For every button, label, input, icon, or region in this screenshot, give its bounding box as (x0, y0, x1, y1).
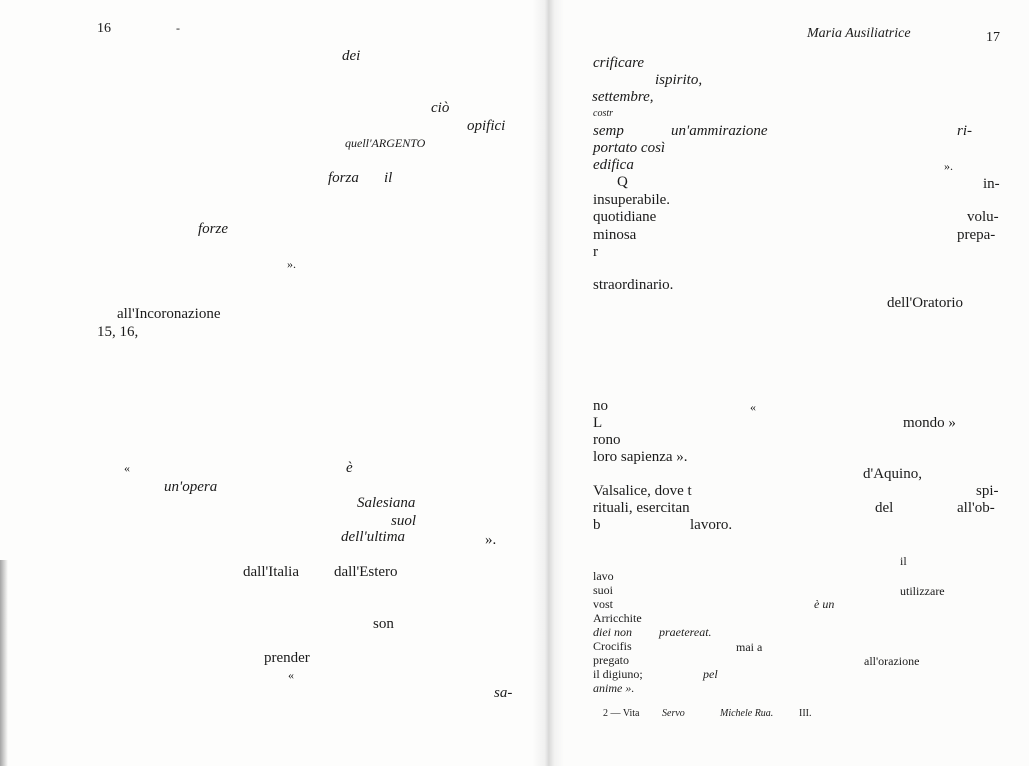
text-fragment: lavo (593, 569, 614, 583)
text-fragment: d'Aquino, (863, 466, 922, 482)
text-fragment: il (384, 170, 393, 186)
text-fragment: minosa (593, 227, 637, 243)
text-fragment: forza (328, 170, 359, 186)
text-fragment: portato così (593, 140, 666, 156)
text-fragment: costr (593, 108, 613, 119)
page-number-left: 16 (97, 21, 111, 36)
text-fragment: L (593, 415, 603, 431)
text-fragment: mondo » (903, 415, 956, 431)
text-fragment: opifici (467, 118, 506, 134)
text-fragment: dall'Estero (334, 564, 398, 580)
text-fragment: Q (617, 174, 628, 190)
footer-fragment: 2 — Vita (603, 708, 640, 719)
text-fragment: pel (703, 667, 718, 681)
text-fragment: suol (391, 513, 417, 529)
text-fragment: un'ammirazione (671, 123, 768, 139)
text-fragment: spi- (976, 483, 999, 499)
text-fragment: anime ». (593, 681, 635, 695)
text-fragment: « (288, 668, 294, 682)
text-fragment: - (176, 21, 180, 35)
text-fragment: ». (485, 532, 497, 548)
right-page (548, 0, 1029, 766)
text-fragment: ciò (431, 100, 450, 116)
text-fragment: lavoro. (690, 517, 733, 533)
book-gutter (532, 0, 564, 766)
text-fragment: prepa- (957, 227, 996, 243)
text-fragment: suoi (593, 583, 614, 597)
text-fragment: insuperabile. (593, 192, 671, 208)
text-fragment: Crocifis (593, 639, 632, 653)
text-fragment: dell'ultima (341, 529, 406, 545)
text-fragment: settembre, (592, 89, 654, 105)
text-fragment: ». (944, 159, 953, 173)
text-fragment: Valsalice, dove t (593, 483, 692, 499)
footer-fragment: Servo (662, 708, 685, 719)
text-fragment: « (750, 400, 756, 414)
text-fragment: vost (593, 597, 614, 611)
text-fragment: all'orazione (864, 654, 920, 668)
text-fragment: diei non (593, 625, 632, 639)
text-fragment: « (124, 461, 130, 475)
text-fragment: pregato (593, 653, 629, 667)
text-fragment: ispirito, (655, 72, 703, 88)
text-fragment: rituali, esercitan (593, 500, 690, 516)
text-fragment: praetereat. (659, 625, 712, 639)
text-fragment: straordinario. (593, 277, 674, 293)
text-fragment: crificare (593, 55, 645, 71)
text-fragment: Arricchite (593, 611, 642, 625)
text-fragment: all'ob- (957, 500, 995, 516)
text-fragment: forze (198, 221, 228, 237)
text-fragment: mai a (736, 640, 763, 654)
footer-fragment: III. (799, 708, 812, 719)
text-fragment: loro sapienza ». (593, 449, 688, 465)
text-fragment: no (593, 398, 608, 414)
text-fragment: son (373, 616, 394, 632)
text-fragment: ri- (957, 123, 972, 139)
text-fragment: è (346, 460, 353, 476)
text-fragment: volu- (967, 209, 999, 225)
text-fragment: edifica (593, 157, 634, 173)
text-fragment: il (900, 554, 907, 568)
text-fragment: in- (983, 176, 1000, 192)
text-fragment: 15, 16, (97, 324, 139, 340)
text-fragment: rono (593, 432, 621, 448)
text-fragment: dei (342, 48, 361, 64)
text-fragment: b (593, 517, 601, 533)
text-fragment: r (593, 244, 598, 260)
running-head: Maria Ausiliatrice (807, 26, 911, 41)
text-fragment: il digiuno; (593, 667, 643, 681)
text-fragment: è un (814, 597, 835, 611)
page-number-right: 17 (986, 30, 1000, 45)
page-edge-shadow (0, 560, 8, 766)
text-fragment: all'Incoronazione (117, 306, 221, 322)
text-fragment: un'opera (164, 479, 218, 495)
text-fragment: quotidiane (593, 209, 657, 225)
text-fragment: quell'ARGENTO (345, 136, 426, 150)
footer-fragment: Michele Rua. (720, 708, 774, 719)
text-fragment: utilizzare (900, 584, 945, 598)
text-fragment: del (875, 500, 894, 516)
text-fragment: ». (287, 257, 296, 271)
text-fragment: dell'Oratorio (887, 295, 964, 311)
text-fragment: sa- (494, 685, 513, 701)
text-fragment: prender (264, 650, 310, 666)
text-fragment: dall'Italia (243, 564, 300, 580)
text-fragment: Salesiana (357, 495, 416, 511)
text-fragment: semp (593, 123, 624, 139)
